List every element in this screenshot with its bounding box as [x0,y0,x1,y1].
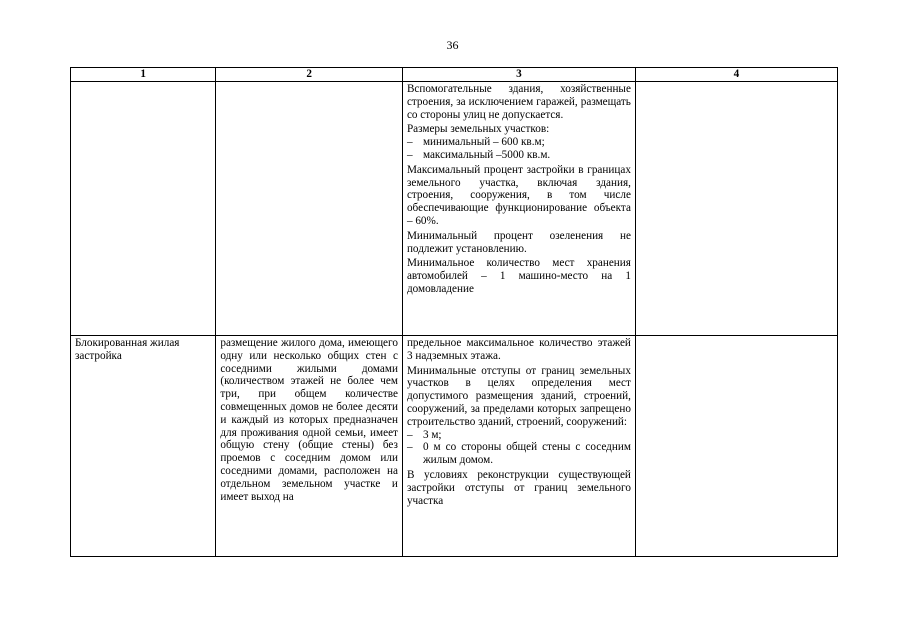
cell-parameters [402,82,635,336]
parameters-paragraph: В условиях реконструкции существующей застройки отступы от границ земельного участка [406,468,631,507]
parameters-paragraph: предельное максимальное количество этажей 3 надземных этажа. [406,337,631,362]
list-item-text: 3 м; [422,428,442,441]
parameters-paragraph: Минимальные отступы от границ земельных участков в целях определения мест допустимого размещения зданий, строений, сооружений, за пределами которых запрещено строительство зданий, строений, сооружений: [406,364,631,428]
cell-use-description: размещение жилого дома, имеющего одну или несколько общих стен с соседними жилыми домами (количеством этажей не более чем три, при общем количестве совмещенных домов не более десяти и каждый из которых предназначен для проживания одной семьи, имеет общую стену (общие стены) без проемов с соседним домом или соседними домами, расположен на отдельном земельном участке и имеет выход на [216,336,403,557]
table-row [71,336,838,557]
page-number: 36 [446,38,459,52]
dash-marker: – [406,136,413,149]
column-header-4: 4 [635,68,837,82]
parameters-paragraph: Минимальное количество мест хранения автомобилей – 1 машино-место на 1 домовладение [406,257,631,295]
regulations-table [70,67,838,557]
column-header-1: 1 [71,68,216,82]
parameters-paragraph: Вспомогательные здания, хозяйственные строения, за исключением гаражей, размещать со стороны улиц не допускается. [406,83,631,121]
list-item [407,149,631,162]
cell-parameters [402,336,635,557]
list-item [407,429,631,442]
cell-use-type: Блокированная жилая застройка [71,336,216,557]
table-header-row [71,68,838,82]
cell-notes [635,82,837,336]
parameters-paragraph: Минимальный процент озеленения не подлежит установлению. [406,229,631,255]
column-header-3: 3 [402,68,635,82]
list-item-text: минимальный – 600 кв.м; [422,136,545,149]
column-header-2: 2 [216,68,403,82]
list-item-text: 0 м со стороны общей стены с соседним жилым домом. [422,441,631,467]
dash-marker: – [406,441,413,454]
parameters-paragraph: Размеры земельных участков: [406,123,550,136]
list-item-text: максимальный –5000 кв.м. [422,148,551,161]
table-row [71,82,838,336]
list-item [407,136,631,149]
dash-marker: – [406,148,413,161]
cell-notes [635,336,837,557]
list-item [407,441,631,467]
cell-use-description [216,82,403,336]
parameters-paragraph: Максимальный процент застройки в границах земельного участка, включая здания, строения, сооружения, в том числе обеспечивающие функционирование объекта – 60%. [406,163,631,227]
dash-marker: – [406,428,413,441]
cell-use-type [71,82,216,336]
